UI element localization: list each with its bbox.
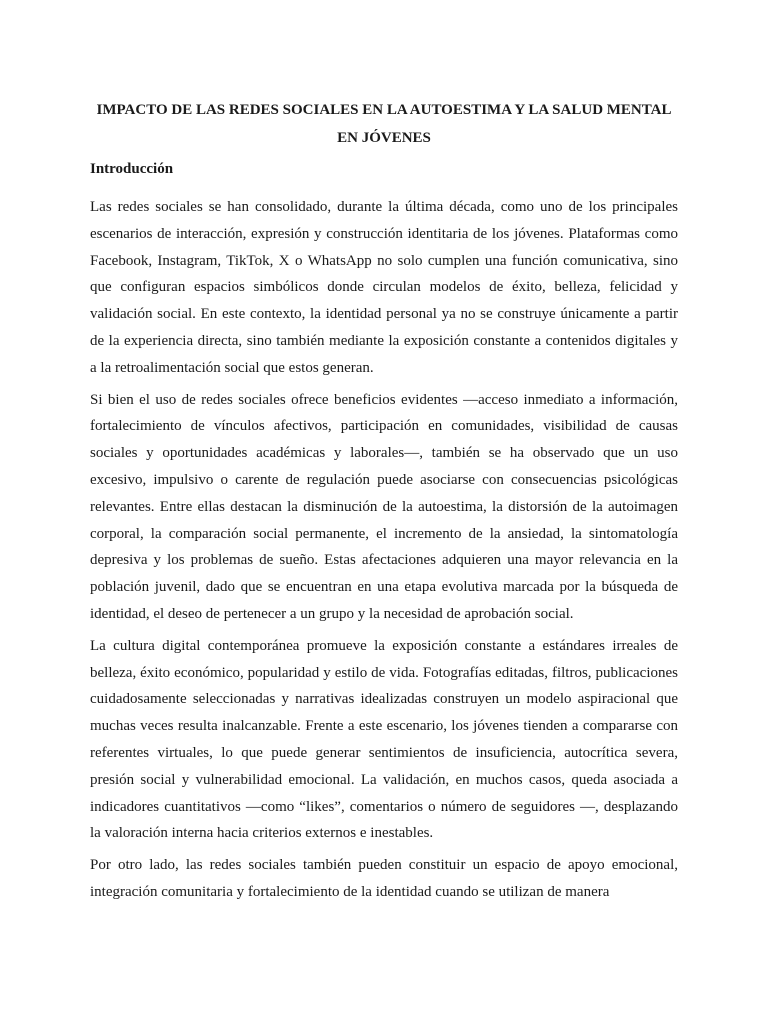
paragraph: La cultura digital contemporánea promueve la exposición constante a estándares irreales de belleza, éxito económico, popularidad y estilo de vida. Fotografías editadas, filtros, publicaciones cuidadosamente seleccionadas y narrativas idealizadas construyen un modelo aspiracional que muchas veces resulta inalcanzable. Frente a este escenario, los jóvenes tienden a compararse con referentes virtuales, lo que puede generar sentimientos de insuficiencia, autocrítica severa, presión social y vulnerabilidad emocional. La validación, en muchos casos, queda asociada a indicadores cuantitativos —como “likes”, comentarios o número de seguidores —, desplazando la valoración interna hacia criterios externos e inestables. — [90, 637, 678, 842]
paragraph: Las redes sociales se han consolidado, durante la última década, como uno de los principales escenarios de interacción, expresión y construcción identitaria de los jóvenes. Plataformas como Facebook, Instagram, TikTok, X o WhatsApp no solo cumplen una función comunicativa, sino que configuran espacios simbólicos donde circulan modelos de éxito, belleza, felicidad y validación social. En este contexto, la identidad personal ya no se construye únicamente a partir de la experiencia directa, sino también mediante la exposición constante a contenidos digitales y a la retroalimentación social que estos generan. — [90, 199, 678, 376]
section-heading: Introducción — [90, 161, 174, 177]
paragraph: Si bien el uso de redes sociales ofrece beneficios evidentes —acceso inmediato a información, fortalecimiento de vínculos afectivos, participación en comunidades, visibilidad de causas sociales y oportunidades académicas y laborales—, también se ha observado que un uso excesivo, impulsivo o carente de regulación puede asociarse con consecuencias psicológicas relevantes. Entre ellas destacan la disminución de la autoestima, la distorsión de la autoimagen corporal, la comparación social permanente, el incremento de la ansiedad, la sintomatología depresiva y los problemas de sueño. Estas afectaciones adquieren una mayor relevancia en la población juvenil, dado que se encuentran en una etapa evolutiva marcada por la búsqueda de identidad, el deseo de pertenecer a un grupo y la necesidad de aprobación social. — [90, 391, 678, 622]
document-page — [90, 96, 678, 911]
paragraph: Por otro lado, las redes sociales también pueden constituir un espacio de apoyo emocional, integración comunitaria y fortalecimiento de la identidad cuando se utilizan de manera — [90, 857, 678, 900]
document-title: IMPACTO DE LAS REDES SOCIALES EN LA AUTOESTIMA Y LA SALUD MENTAL EN JÓVENES — [96, 102, 672, 146]
